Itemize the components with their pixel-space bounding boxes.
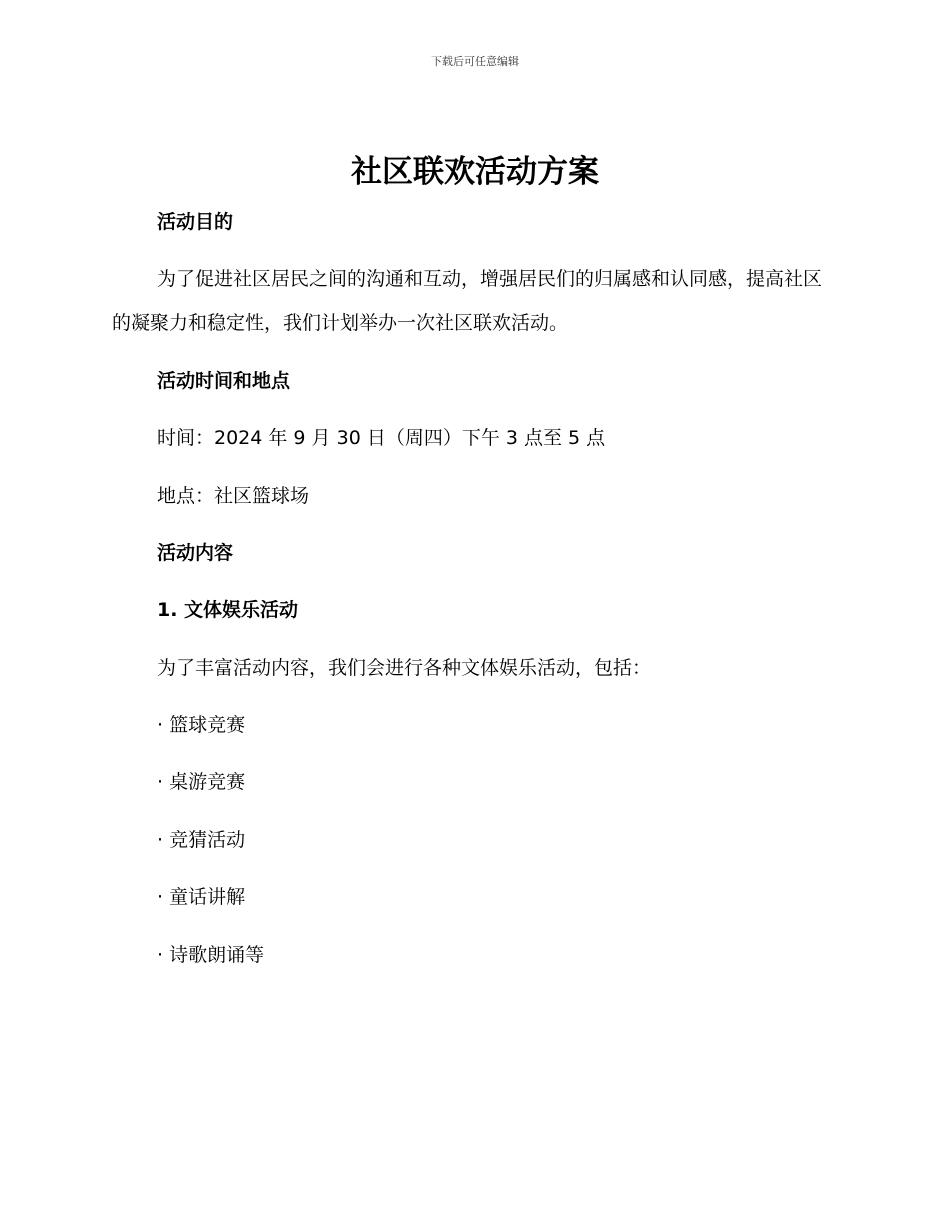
section-heading-content: 活动内容: [157, 542, 234, 564]
content-intro: 为了丰富活动内容，我们会进行各种文体娱乐活动，包括：: [157, 657, 652, 679]
event-place: 地点：社区篮球场: [157, 485, 310, 507]
list-item: · 诗歌朗诵等: [157, 944, 265, 966]
list-item: · 桌游竞赛: [157, 771, 246, 793]
list-item: · 童话讲解: [157, 886, 246, 908]
header-note: 下载后可任意编辑: [431, 55, 519, 68]
section-heading-time-place: 活动时间和地点: [157, 370, 291, 392]
list-item: · 篮球竞赛: [157, 714, 246, 736]
purpose-paragraph: 为了促进社区居民之间的沟通和互动，增强居民们的归属感和认同感，提高社区的凝聚力和稳定性，我们计划举办一次社区联欢活动。: [112, 268, 823, 334]
sub-heading-entertainment: 1. 文体娱乐活动: [157, 599, 299, 621]
section-heading-purpose: 活动目的: [157, 211, 234, 233]
list-item: · 竞猜活动: [157, 829, 246, 851]
document-title: 社区联欢活动方案: [351, 154, 599, 190]
event-time: 时间：2024 年 9 月 30 日（周四）下午 3 点至 5 点: [157, 427, 606, 449]
